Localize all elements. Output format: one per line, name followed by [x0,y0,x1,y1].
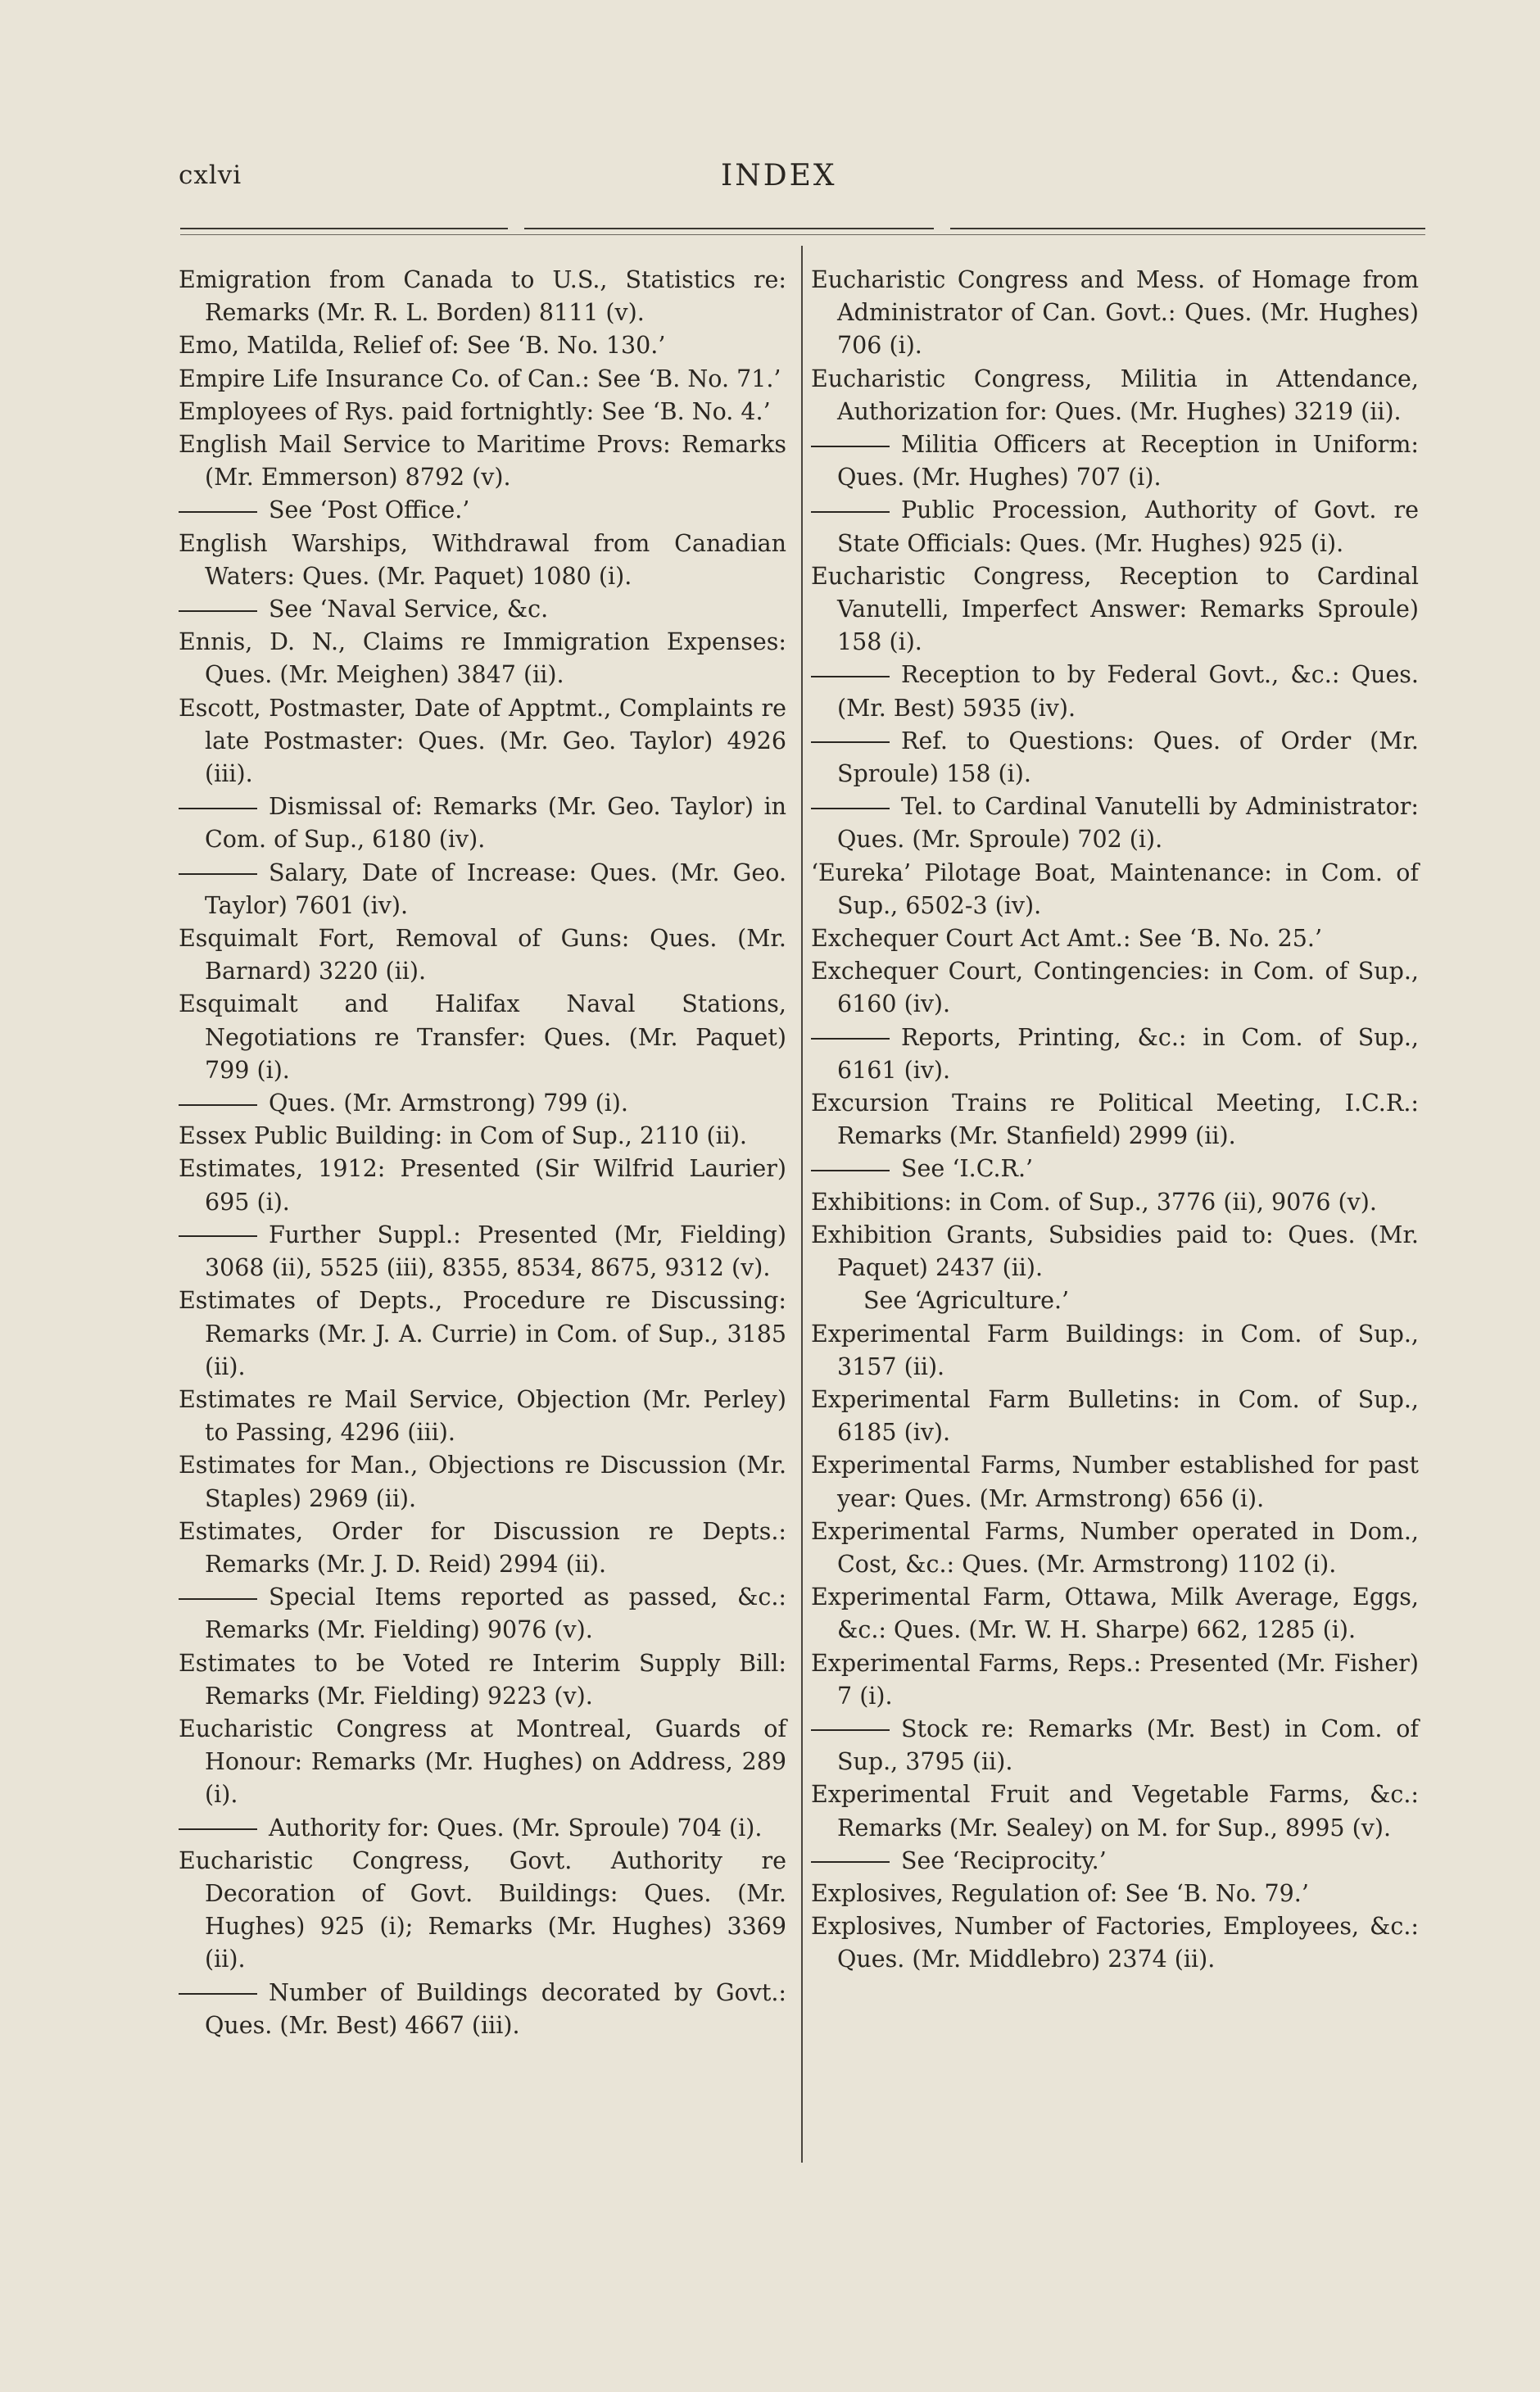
index-entry: Exchequer Court, Contingencies: in Com. of Sup., 6160 (iv). [811,958,1419,1018]
index-subentry: Further Suppl.: Presented (Mr, Fielding) 3068 (ii), 5525 (iii), 8355, 8534, 8675, 9312 (v). [179,1219,786,1284]
index-subentry: Number of Buildings decorated by Govt.: Ques. (Mr. Best) 4667 (iii). [179,1977,786,2042]
index-entry: Estimates, Order for Discussion re Depts.: Remarks (Mr. J. D. Reid) 2994 (ii). [179,1517,786,1578]
index-entry: Estimates re Mail Service, Objection (Mr. Perley) to Passing, 4296 (iii). [179,1385,786,1447]
index-entry: Estimates to be Voted re Interim Supply Bill: Remarks (Mr. Fielding) 9223 (v). [179,1649,786,1710]
index-subentry: Reports, Printing, &c.: in Com. of Sup., 6161 (iv). [811,1022,1419,1087]
index-entry: Exhibitions: in Com. of Sup., 3776 (ii), 9076 (v). [811,1188,1377,1216]
index-subentry: Ref. to Questions: Ques. of Order (Mr. Sproule) 158 (i). [811,725,1419,791]
index-subentry: See ‘Reciprocity.’ [811,1845,1419,1878]
index-entry: Essex Public Building: in Com of Sup., 2110 (ii). [179,1122,747,1150]
index-entry: Eucharistic Congress, Reception to Cardinal Vanutelli, Imperfect Answer: Remarks Sproule) 158 (i). [811,562,1419,656]
index-subentry: See ‘I.C.R.’ [811,1153,1419,1185]
index-entry: Experimental Farm Buildings: in Com. of Sup., 3157 (ii). [811,1320,1419,1380]
index-entry: Experimental Farms, Number operated in Dom., Cost, &c.: Ques. (Mr. Armstrong) 1102 (i). [811,1517,1419,1578]
index-subentry: Authority for: Ques. (Mr. Sproule) 704 (i). [179,1812,786,1845]
index-entry: English Mail Service to Maritime Provs: Remarks (Mr. Emmerson) 8792 (v). [179,431,786,492]
index-entry: Exhibition Grants, Subsidies paid to: Ques. (Mr. Paquet) 2437 (ii). [811,1221,1419,1282]
index-entry: Empire Life Insurance Co. of Can.: See ‘B. No. 71.’ [179,365,781,392]
index-entry: Experimental Farm, Ottawa, Milk Average, Eggs, &c.: Ques. (Mr. W. H. Sharpe) 662, 1285 (i). [811,1583,1419,1644]
index-entry: See ‘Agriculture.’ [863,1287,1070,1315]
index-entry: Experimental Farms, Number established for past year: Ques. (Mr. Armstrong) 656 (i). [811,1452,1419,1512]
index-entry: Esquimalt Fort, Removal of Guns: Ques. (Mr. Barnard) 3220 (ii). [179,925,786,985]
index-entry: Experimental Farms, Reps.: Presented (Mr. Fisher) 7 (i). [811,1649,1419,1710]
index-entry: Escott, Postmaster, Date of Apptmt., Complaints re late Postmaster: Ques. (Mr. Geo. Taylor) 4926 (iii). [179,694,786,788]
index-subentry: Salary, Date of Increase: Ques. (Mr. Geo. Taylor) 7601 (iv). [179,857,786,922]
index-entry: Exchequer Court Act Amt.: See ‘B. No. 25.’ [811,925,1323,953]
header-rule-left [180,228,508,229]
index-subentry: Dismissal of: Remarks (Mr. Geo. Taylor) in Com. of Sup., 6180 (iv). [179,791,786,856]
index-entry: Estimates for Man., Objections re Discussion (Mr. Staples) 2969 (ii). [179,1452,786,1512]
index-entry: Experimental Fruit and Vegetable Farms, &c.: Remarks (Mr. Sealey) on M. for Sup., 8995 (v). [811,1781,1419,1842]
index-subentry: Tel. to Cardinal Vanutelli by Administrator: Ques. (Mr. Sproule) 702 (i). [811,791,1419,856]
index-entry: ‘Eureka’ Pilotage Boat, Maintenance: in Com. of Sup., 6502-3 (iv). [811,858,1419,919]
index-entry: Estimates of Depts., Procedure re Discussing: Remarks (Mr. J. A. Currie) in Com. of Sup., 3185 (ii). [179,1287,786,1380]
column-divider [801,246,803,2163]
header-rule-right [950,228,1425,229]
index-entry: Employees of Rys. paid fortnightly: See ‘B. No. 4.’ [179,397,771,425]
index-subentry: See ‘Post Office.’ [179,494,786,527]
header-rule-mid [524,228,934,229]
index-subentry: Militia Officers at Reception in Uniform: Ques. (Mr. Hughes) 707 (i). [811,428,1419,494]
index-entry: Experimental Farm Bulletins: in Com. of Sup., 6185 (iv). [811,1385,1419,1447]
index-entry: Excursion Trains re Political Meeting, I.C.R.: Remarks (Mr. Stanfield) 2999 (ii). [811,1090,1419,1150]
index-entry: Eucharistic Congress, Militia in Attendance, Authorization for: Ques. (Mr. Hughes) 3219 (ii). [811,365,1419,425]
index-subentry: See ‘Naval Service, &c. [179,593,786,626]
index-column-left [179,264,786,2042]
index-entry: Emigration from Canada to U.S., Statistics re: Remarks (Mr. R. L. Borden) 8111 (v). [179,266,786,327]
index-entry: Eucharistic Congress at Montreal, Guards of Honour: Remarks (Mr. Hughes) on Address, 289 (i). [179,1715,786,1809]
index-subentry: Stock re: Remarks (Mr. Best) in Com. of Sup., 3795 (ii). [811,1713,1419,1778]
index-entry: Eucharistic Congress, Govt. Authority re Decoration of Govt. Buildings: Ques. (Mr. Hughes) 925 (i); Remarks (Mr. Hughes) 3369 (ii). [179,1846,786,1973]
index-entry: Explosives, Regulation of: See ‘B. No. 79.’ [811,1879,1309,1907]
index-entry: Explosives, Number of Factories, Employees, &c.: Ques. (Mr. Middlebro) 2374 (ii). [811,1913,1419,1973]
index-subentry: Ques. (Mr. Armstrong) 799 (i). [179,1087,786,1120]
index-column-right [811,264,1419,1977]
header-rule-thin [180,234,1425,235]
index-entry: Esquimalt and Halifax Naval Stations, Negotiations re Transfer: Ques. (Mr. Paquet) 799 (i). [179,990,786,1084]
index-entry: English Warships, Withdrawal from Canadian Waters: Ques. (Mr. Paquet) 1080 (i). [179,529,786,590]
index-entry: Ennis, D. N., Claims re Immigration Expenses: Ques. (Mr. Meighen) 3847 (ii). [179,628,786,689]
index-entry: Eucharistic Congress and Mess. of Homage from Administrator of Can. Govt.: Ques. (Mr. Hughes) 706 (i). [811,266,1419,360]
index-subentry: Special Items reported as passed, &c.: Remarks (Mr. Fielding) 9076 (v). [179,1581,786,1647]
page-title: INDEX [721,159,837,193]
index-entry: Emo, Matilda, Relief of: See ‘B. No. 130.’ [179,332,666,360]
index-subentry: Reception to by Federal Govt., &c.: Ques. (Mr. Best) 5935 (iv). [811,659,1419,724]
index-subentry: Public Procession, Authority of Govt. re State Officials: Ques. (Mr. Hughes) 925 (i). [811,494,1419,559]
page-number: cxlvi [179,161,242,190]
index-entry: Estimates, 1912: Presented (Sir Wilfrid Laurier) 695 (i). [179,1155,786,1216]
